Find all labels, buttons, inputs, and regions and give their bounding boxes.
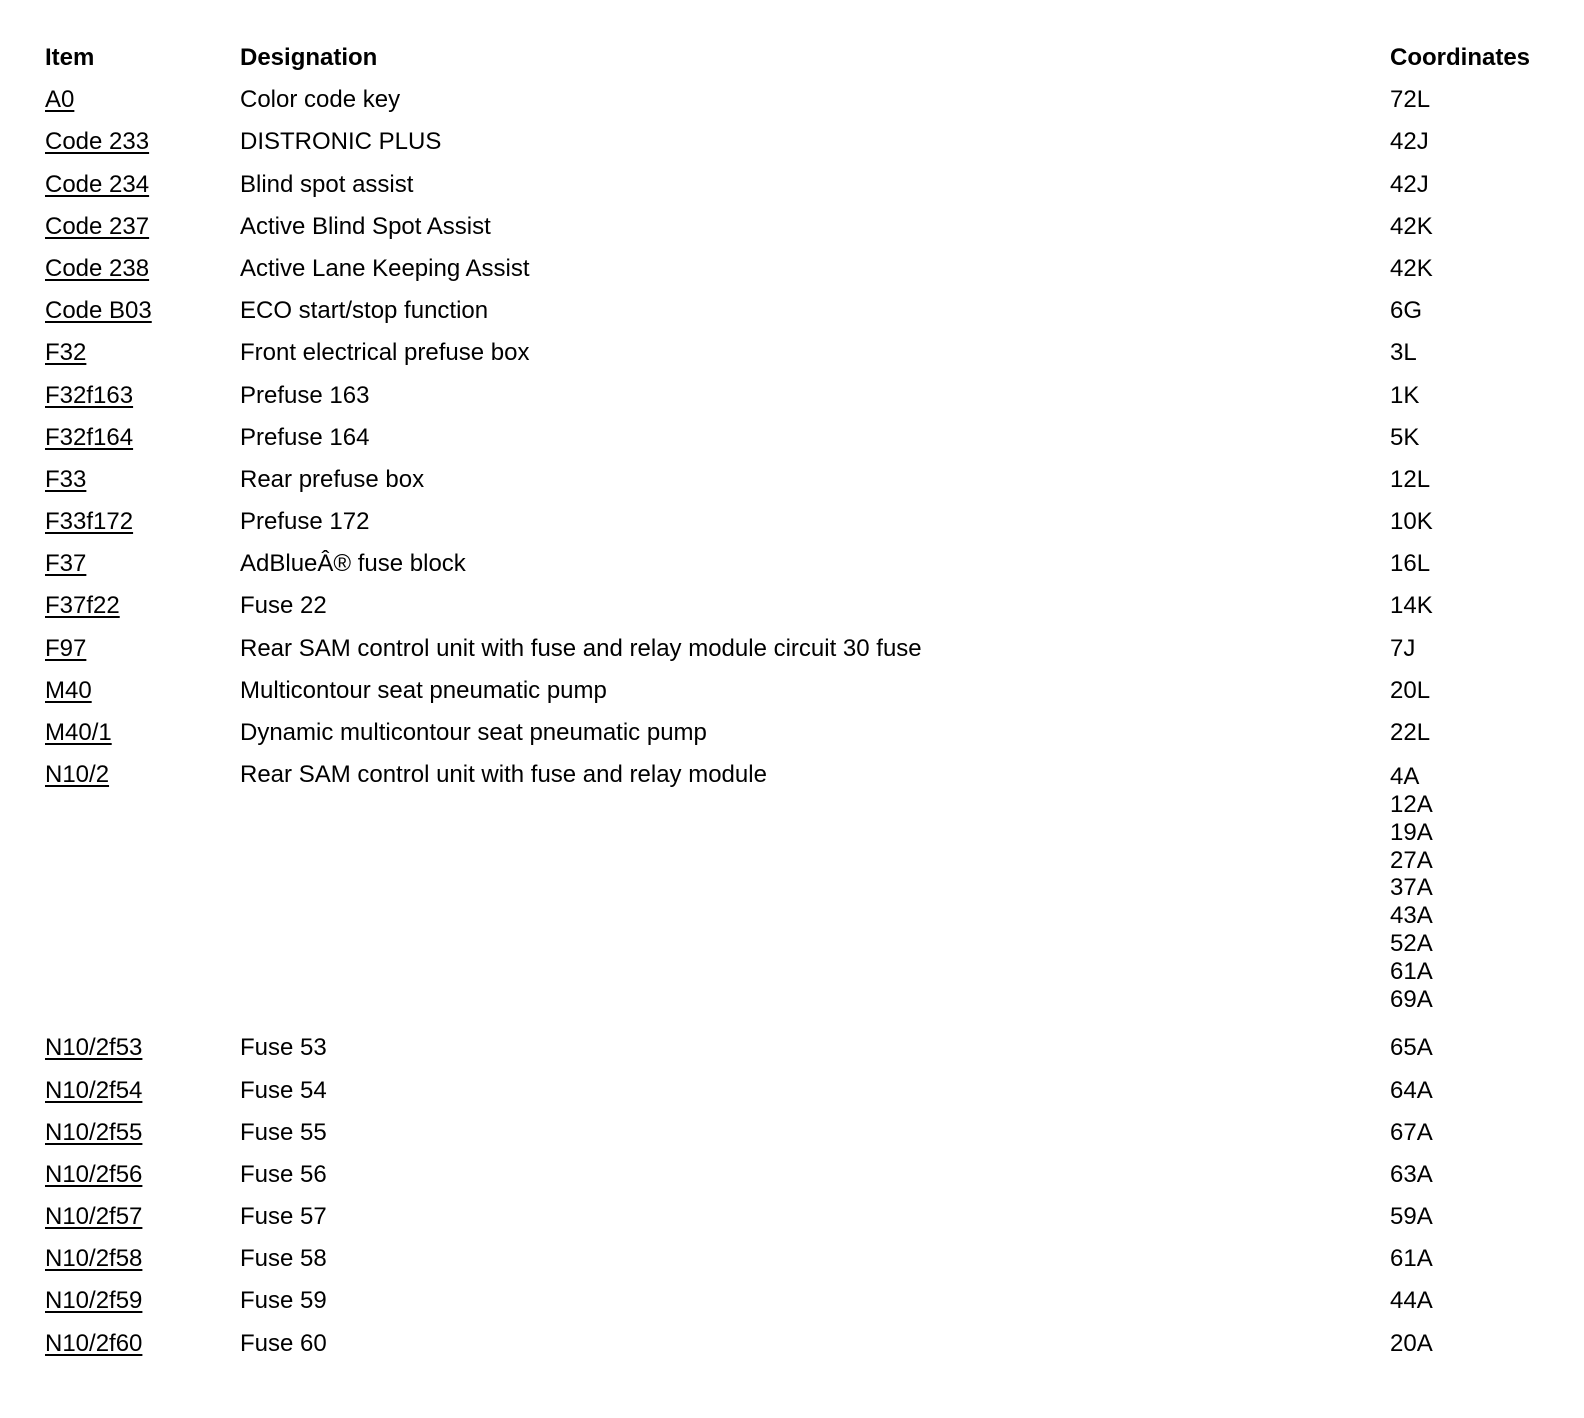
item-cell [45,1280,240,1322]
designation-cell: Active Lane Keeping Assist [240,254,530,282]
coordinates-cell: 12L [1390,465,1431,493]
coordinates-cell: 59A [1390,1203,1433,1231]
coordinates-cell: 6G [1390,297,1423,325]
designation-cell: Rear SAM control unit with fuse and relay module [240,761,767,789]
designation-cell: Prefuse 172 [240,508,370,536]
coordinates-cell: 20A [1390,1329,1433,1357]
item-cell [45,1238,240,1280]
item-link[interactable]: Code 238 [45,254,150,282]
item-cell [45,1112,240,1154]
table-row [45,290,1545,332]
table-row [45,754,1545,1027]
item-link[interactable]: N10/2f57 [45,1203,143,1231]
table-row [45,1112,1545,1154]
designation-cell: Prefuse 164 [240,423,370,451]
coordinate-value: 27A [1390,846,1433,874]
designation-cell: Dynamic multicontour seat pneumatic pump [240,719,707,746]
coordinate-value: 52A [1390,929,1433,957]
item-link[interactable]: M40/1 [45,719,112,746]
coordinates-cell: 42J [1390,170,1429,198]
item-link[interactable]: N10/2f55 [45,1118,143,1146]
designation-column-header: Designation [240,44,378,71]
item-link[interactable]: N10/2f56 [45,1160,143,1188]
item-link[interactable]: Code 237 [45,212,150,240]
item-link[interactable]: F37 [45,550,87,578]
coordinates-list [1390,754,1433,1013]
item-link[interactable]: N10/2f59 [45,1287,143,1315]
coordinate-value: 37A [1390,874,1433,902]
item-cell [45,585,240,627]
table-row [45,1280,1545,1322]
item-link[interactable]: N10/2f58 [45,1245,143,1273]
coordinates-cell: 10K [1390,508,1433,536]
coordinates-cell: 42J [1390,128,1429,156]
coordinates-cell: 22L [1390,719,1431,746]
table-row [45,1238,1545,1280]
item-link[interactable]: F33f172 [45,508,134,536]
item-cell [45,543,240,585]
table-row [45,1196,1545,1238]
item-cell [45,121,240,163]
item-cell [45,459,240,501]
table-row [45,79,1545,121]
item-link[interactable]: N10/2 [45,761,110,789]
designation-cell: Front electrical prefuse box [240,339,530,367]
table-row [45,670,1545,712]
table-row [45,121,1545,163]
coordinates-cell: 5K [1390,423,1420,451]
coordinate-value: 12A [1390,790,1433,818]
item-link[interactable]: A0 [45,86,75,114]
designation-cell: Fuse 53 [240,1034,327,1062]
coordinates-cell: 63A [1390,1160,1433,1188]
coordinates-cell [1390,754,1433,1013]
designation-cell: Blind spot assist [240,170,414,198]
coordinates-cell: 16L [1390,550,1431,578]
designation-cell: Fuse 55 [240,1118,327,1146]
table-row [45,628,1545,670]
designation-cell: Prefuse 163 [240,381,370,409]
item-link[interactable]: N10/2f53 [45,1034,143,1062]
designation-cell: Fuse 56 [240,1160,327,1188]
coordinates-cell: 67A [1390,1118,1433,1146]
item-cell [45,1196,240,1238]
table-row [45,1027,1545,1069]
item-link[interactable]: Code B03 [45,297,152,325]
table-row [45,332,1545,374]
item-link[interactable]: N10/2f60 [45,1329,143,1357]
designation-cell: Fuse 59 [240,1287,327,1315]
item-link[interactable]: Code 233 [45,128,150,156]
table-body [45,79,1545,1365]
coordinates-cell: 14K [1390,592,1433,620]
item-cell [45,206,240,248]
item-cell [45,417,240,459]
item-cell [45,501,240,543]
designation-cell: Fuse 22 [240,592,327,620]
coordinates-cell: 3L [1390,339,1417,367]
coordinates-cell: 42K [1390,254,1433,282]
table-row [45,501,1545,543]
designation-cell: Rear SAM control unit with fuse and relay module circuit 30 fuse [240,634,922,662]
designation-cell: Color code key [240,86,401,114]
item-cell [45,712,240,754]
item-cell [45,375,240,417]
table-row [45,543,1545,585]
table-header [45,37,1545,79]
item-cell [45,628,240,670]
designation-cell: ECO start/stop function [240,297,489,325]
table-row [45,164,1545,206]
item-column-header: Item [45,44,95,71]
item-link[interactable]: F37f22 [45,592,120,620]
table-row [45,459,1545,501]
designation-cell: Fuse 54 [240,1076,327,1104]
item-link[interactable]: F32f163 [45,381,134,409]
designation-cell: DISTRONIC PLUS [240,128,442,156]
coordinates-cell: 61A [1390,1245,1433,1273]
table-row [45,1323,1545,1365]
designation-cell: Multicontour seat pneumatic pump [240,676,607,704]
item-cell [45,79,240,121]
item-cell [45,290,240,332]
designation-cell: Active Blind Spot Assist [240,212,491,240]
table-row [45,1070,1545,1112]
table-row [45,712,1545,754]
coordinates-column-header: Coordinates [1390,44,1531,71]
table-row [45,1154,1545,1196]
table-row [45,585,1545,627]
item-cell [45,754,240,796]
item-cell [45,1070,240,1112]
coordinates-cell: 42K [1390,212,1433,240]
coordinates-cell: 7J [1390,634,1416,662]
item-link[interactable]: F97 [45,634,87,662]
item-cell [45,1027,240,1069]
item-cell [45,670,240,712]
coordinate-value: 43A [1390,902,1433,930]
item-cell [45,1154,240,1196]
item-cell [45,1323,240,1365]
designation-cell: Fuse 60 [240,1329,327,1357]
item-cell [45,248,240,290]
coordinates-cell: 72L [1390,86,1431,114]
designation-cell: AdBlueÂ® fuse block [240,550,466,578]
coordinates-cell: 1K [1390,381,1420,409]
table-row [45,248,1545,290]
table-row [45,375,1545,417]
item-link[interactable]: F32f164 [45,423,134,451]
coordinates-cell: 20L [1390,676,1431,704]
item-link[interactable]: N10/2f54 [45,1076,143,1104]
coordinate-value: 19A [1390,818,1433,846]
table-row [45,206,1545,248]
designation-cell: Rear prefuse box [240,465,425,493]
designation-cell: Fuse 58 [240,1245,327,1273]
item-link[interactable]: Code 234 [45,170,150,198]
coordinates-cell: 65A [1390,1034,1433,1062]
item-cell [45,164,240,206]
item-link[interactable]: F33 [45,465,87,493]
item-link[interactable]: M40 [45,676,92,704]
item-cell [45,332,240,374]
component-legend-table [45,37,1545,1365]
item-link[interactable]: F32 [45,339,87,367]
coordinates-cell: 44A [1390,1287,1433,1315]
designation-cell: Fuse 57 [240,1203,327,1231]
coordinate-value: 4A [1390,763,1420,791]
coordinate-value: 61A [1390,957,1433,985]
table-row [45,417,1545,459]
coordinates-cell: 64A [1390,1076,1433,1104]
coordinate-value: 69A [1390,985,1433,1013]
